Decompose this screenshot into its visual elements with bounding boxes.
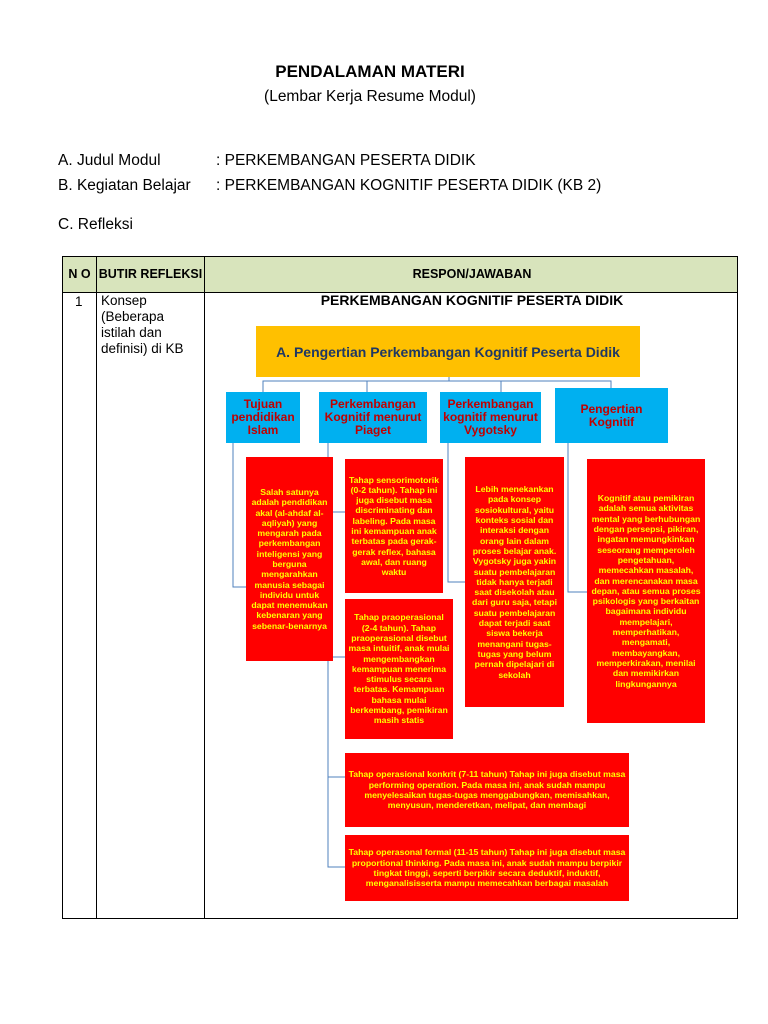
detail-piaget-operasional-formal	[345, 835, 629, 901]
detail-tujuan	[246, 457, 333, 661]
category-pengertian-kognitif	[555, 388, 668, 443]
diagram-heading-box	[256, 326, 640, 377]
category-label: Pengertian Kognitif	[580, 401, 643, 429]
info-label: A. Judul Modul	[58, 152, 161, 169]
detail-text: Tahap praoperasional (2-4 tahun). Tahap praoperasional disebut masa intuitif, anak mulai mengembangkan kemampuan menerima stimulus secara terbatas. Kemampuan bahasa mulai berkembang, pemikiran masih statis	[348, 612, 450, 726]
connector-line	[263, 377, 449, 392]
row-number: 1	[75, 294, 83, 309]
info-kegiatan-belajar	[58, 177, 602, 195]
detail-text: Tahap operasional konkrit (7-11 tahun) Tahap ini juga disebut masa performing operation. Pada masa ini, anak sudah mampu menyelesaikan tugas-tugas menggabungkan, memisahkan, menyusun, menderetkan, melipat, dan membagi	[348, 769, 626, 811]
row-butir-text: Konsep (Beberapa istilah dan definisi) di KB	[101, 293, 184, 356]
connector-line	[448, 443, 465, 582]
connector-line	[233, 443, 246, 587]
detail-text: Salah satunya adalah pendidikan akal (al-ahdaf al-aqliyah) yang mengarah pada perkembangan inteligensi yang berguna mengarahkan manusia sebagai individu untuk dapat menemukan kebenaran yang sebenar-benarnya	[251, 486, 328, 631]
detail-piaget-operasional-konkrit	[345, 753, 629, 827]
info-label: C. Refleksi	[58, 216, 133, 233]
detail-vygotsky	[465, 457, 564, 707]
detail-text: Lebih menekankan pada konsep sosiokultural, yaitu konteks sosial dan interaksi dengan orang lain dalam proses belajar anak. Vygotsky juga yakin suatu pembelajaran tidak hanya terjadi saat disekolah atau dari guru saja, tetapi suatu pembelajaran dapat terjadi saat siswa bekerja menangani tugas-tugas yang belum pernah dipelajari di sekolah	[472, 484, 557, 680]
header-no: N O	[68, 267, 91, 281]
page-title: PENDALAMAN MATERI	[275, 62, 465, 81]
category-tujuan-pendidikan-islam	[226, 392, 300, 443]
detail-text: Tahap sensorimotorik (0-2 tahun). Tahap ini juga disebut masa discriminating dan labeling. Pada masa ini kemampuan anak terbatas pada gerak-gerak reflex, bahasa awal, dan ruang waktu	[348, 474, 440, 578]
detail-pengertian	[587, 459, 705, 723]
header-respon-jawaban: RESPON/JAWABAN	[412, 267, 532, 281]
category-label: Perkembangan Kognitif menurut Piaget	[324, 397, 422, 437]
diagram-heading-text: A. Pengertian Perkembangan Kognitif Peserta Didik	[276, 343, 620, 360]
page-subtitle: (Lembar Kerja Resume Modul)	[264, 88, 476, 105]
connector-line	[568, 443, 587, 592]
diagram-title: PERKEMBANGAN KOGNITIF PESERTA DIDIK	[320, 292, 624, 308]
info-refleksi	[58, 216, 133, 234]
info-judul-modul	[58, 152, 476, 170]
info-label: B. Kegiatan Belajar	[58, 177, 191, 194]
connector-line	[449, 381, 501, 392]
connector-line	[367, 381, 449, 392]
category-label: Perkembangan kognitif menurut Vygotsky	[443, 397, 538, 437]
detail-piaget-praoperasional	[345, 599, 453, 739]
detail-text: Tahap operasonal formal (11-15 tahun) Tahap ini juga disebut masa proportional thinking. Pada masa ini, anak sudah mampu berpikir tingkat tinggi, seperti berpikir secara deduktif, induktif, menganalisisserta mampu memecahkan berbagai masalah	[348, 847, 626, 889]
detail-piaget-sensorimotorik	[345, 459, 443, 593]
header-butir-refleksi: BUTIR REFLEKSI	[98, 267, 203, 281]
detail-text: Kognitif atau pemikiran adalah semua aktivitas mental yang berhubungan dengan persepsi, pikiran, ingatan memungkinkan seseorang memperoleh pengetahuan, memecahkan masalah, dan merencanakan masa depan, atau semua proses psikologis yang berkaitan bagaimana individu mempelajari, memperhatikan, mengamati, membayangkan, memperkirakan, menilai dan memikirkan lingkungannya	[591, 493, 701, 689]
category-vygotsky	[440, 392, 541, 443]
reflection-table	[62, 256, 738, 919]
category-label: Tujuan pendidikan Islam	[231, 397, 295, 437]
info-value: : PERKEMBANGAN KOGNITIF PESERTA DIDIK (KB 2)	[216, 177, 602, 194]
category-piaget	[319, 392, 427, 443]
info-value: : PERKEMBANGAN PESERTA DIDIK	[216, 152, 476, 169]
